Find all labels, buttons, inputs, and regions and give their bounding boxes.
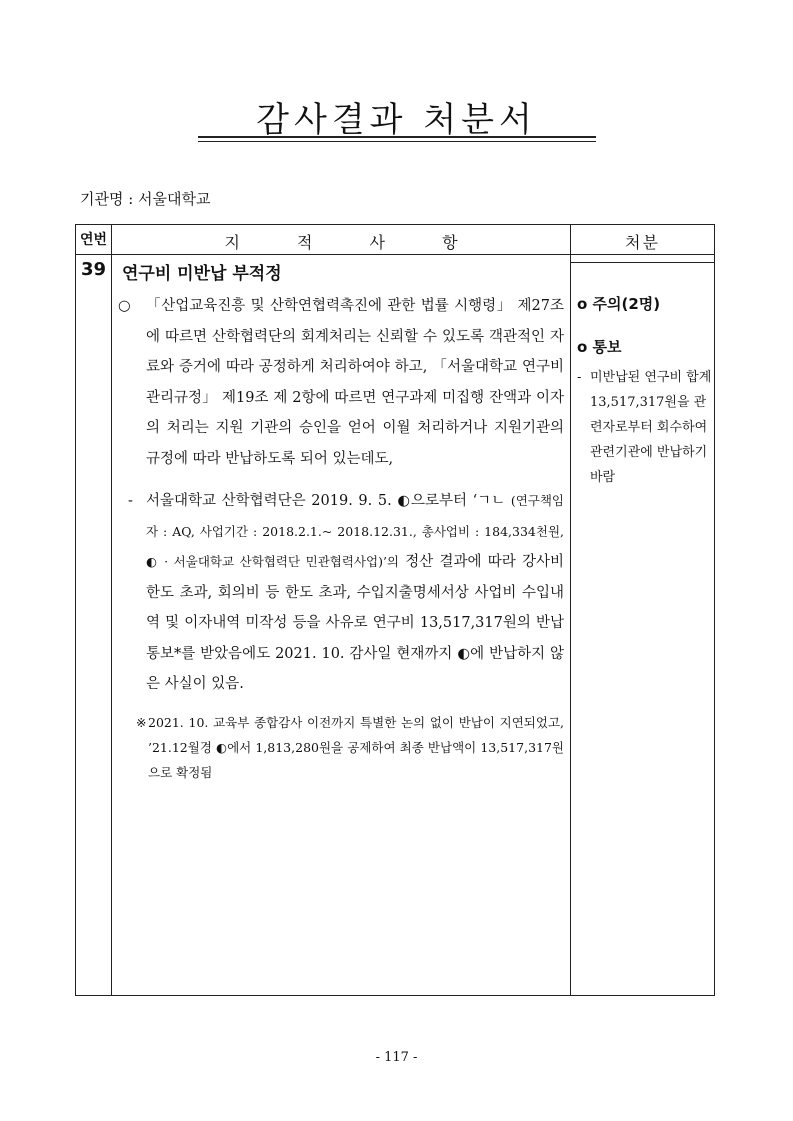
disposition-detail [577, 365, 715, 490]
header-divider [76, 254, 714, 255]
paragraph-2-project-detail: (연구책임자 : AQ, 사업기간 : 2018.2.1.~ 2018.12.31., 총사업비 : 184,334천원, ◐ · 서울대학교 산학협력단 민관협력사업)’의 [146, 493, 564, 569]
finding-title: 연구비 미반납 부적정 [122, 264, 282, 284]
document-title: 감사결과 처분서 [256, 100, 537, 140]
header-disposition: 처분 [625, 233, 660, 252]
circle-bullet-icon: ○ [118, 298, 131, 314]
page-number: - 117 - [375, 1050, 418, 1065]
title-underline [198, 136, 596, 138]
header-no: 연번 [79, 232, 108, 248]
dash-bullet-icon: - [128, 493, 133, 509]
disposition-notice: o 통보 [577, 338, 622, 356]
dash-bullet-icon: - [577, 370, 582, 385]
disposition-detail-text: 미반납된 연구비 합계 13,517,317원을 관련자로부터 회수하여 관련기관에 반납하기 바람 [590, 370, 712, 485]
finding-body [118, 291, 564, 785]
finding-paragraph-2 [118, 486, 564, 700]
reference-mark-icon: ※ [136, 714, 147, 730]
finding-note [118, 710, 564, 785]
title-underline-thin [198, 141, 596, 142]
column-divider-no [111, 225, 112, 995]
disposition-subdivider [570, 262, 714, 263]
audit-table [75, 224, 715, 996]
paragraph-1-text: 「산업교육진흥 및 산학연협력촉진에 관한 법률 시행령」 제27조에 따르면 산학협력단의 회계처리는 신뢰할 수 있도록 객관적인 자료와 증거에 따라 공정하게 처리하여야 하고, 「서울대학교 연구비 관리규정」 제19조 제 2항에 따르면 연구과제 미집행 잔액과 이자의 처리는 지원 기관의 승인을 얻어 이월 처리하거나 지원기관의 규정에 따라 반납하도록 되어 있는데도, [146, 298, 564, 467]
column-divider-disposition [570, 225, 571, 995]
finding-paragraph-1 [118, 291, 564, 474]
paragraph-2-text-b: 정산 결과에 따라 강사비 한도 초과, 회의비 등 한도 초과, 수입지출명세서상 사업비 수입내역 및 이자내역 미작성 등을 사유로 연구비 13,517,317원의 반납 통보*를 받았음에도 2021. 10. 감사일 현재까지 ◐에 반납하지 않은 사실이 있음. [146, 554, 564, 692]
header-findings: 지 적 사 항 [224, 233, 458, 252]
disposition-caution: o 주의(2명) [577, 295, 661, 313]
paragraph-2-text-a: 서울대학교 산학협력단은 2019. 9. 5. ◐으로부터 ‘ㄱㄴ [146, 493, 506, 509]
agency-name: 기관명 : 서울대학교 [80, 190, 211, 208]
note-text: 2021. 10. 교육부 종합감사 이전까지 특별한 논의 없이 반납이 지연되었고, ’21.12월경 ◐에서 1,813,280원을 공제하여 최종 반납액이 13,517,317원으로 확정됨 [148, 714, 564, 780]
row-number: 39 [80, 259, 107, 280]
disposition-body [577, 293, 715, 490]
